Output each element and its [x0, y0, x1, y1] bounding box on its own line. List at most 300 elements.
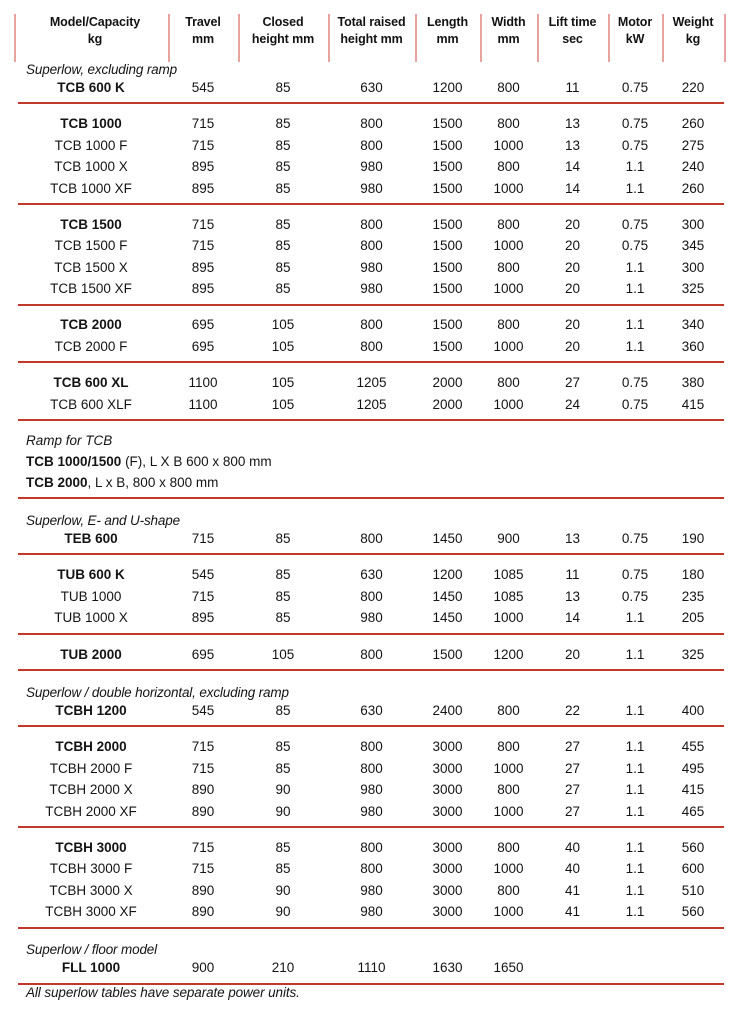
cell-travel: 900: [191, 960, 215, 976]
group-caption-cell: [14, 57, 724, 77]
cell-closed: 105: [271, 396, 295, 412]
cell-width: 1085: [493, 588, 524, 604]
cell-weight: 300: [681, 216, 705, 232]
spacer-cell: [14, 306, 724, 315]
cell-closed: 85: [275, 610, 291, 626]
cell-weight: 455: [681, 739, 705, 755]
cell-closed: 90: [275, 803, 291, 819]
cell-lift: 27: [564, 375, 581, 391]
cell-width: 1000: [493, 396, 524, 412]
column-header-weight-unit: kg: [685, 31, 701, 46]
column-header-length-unit: mm: [436, 31, 459, 46]
cell-lift: 41: [564, 882, 581, 898]
cell-lift: [537, 958, 608, 979]
spacer-row: [14, 727, 724, 736]
column-header-length-line1: Length: [426, 15, 469, 29]
ramp-note-line-1: TCB 1000/1500 (F), L X B 600 x 800 mm: [26, 454, 272, 470]
ramp-note-block: [14, 430, 724, 493]
cell-motor: 1.1: [625, 904, 645, 920]
cell-weight: 380: [681, 375, 705, 391]
cell-length: 1500: [432, 259, 463, 275]
cell-motor: 0.75: [621, 396, 649, 412]
spacer-cell: [14, 828, 724, 837]
table-row: [14, 178, 724, 199]
cell-width: 1000: [493, 861, 524, 877]
spacer-cell: [14, 929, 724, 938]
cell-weight: 180: [681, 567, 705, 583]
cell-motor: 1.1: [625, 739, 645, 755]
cell-lift: 11: [565, 79, 580, 95]
column-header-total-line1: Total raised: [337, 15, 406, 29]
cell-total: 800: [360, 238, 383, 254]
cell-lift: 22: [564, 702, 581, 718]
spacer-row: [14, 555, 724, 564]
cell-travel: 715: [191, 839, 215, 855]
table-row: [14, 958, 724, 979]
cell-total: 980: [360, 803, 383, 819]
cell-lift: 40: [564, 839, 581, 855]
cell-weight: 465: [681, 803, 705, 819]
cell-closed: 85: [275, 79, 291, 95]
cell-weight: 600: [681, 861, 705, 877]
cell-total: 980: [360, 281, 383, 297]
table-row: [14, 700, 724, 721]
cell-travel: 895: [191, 281, 215, 297]
cell-motor: 1.1: [625, 882, 645, 898]
cell-closed: 85: [275, 259, 291, 275]
cell-width: 900: [497, 531, 520, 547]
cell-closed: 85: [275, 760, 291, 776]
group-caption-text: Superlow, excluding ramp: [26, 61, 177, 77]
cell-travel: 895: [191, 610, 215, 626]
cell-length: 1500: [432, 116, 463, 132]
cell-total: 980: [360, 882, 383, 898]
cell-model: TCBH 3000 XF: [45, 904, 137, 920]
cell-model: TCB 1500 F: [54, 238, 128, 254]
cell-closed: 105: [271, 646, 295, 662]
cell-weight: 260: [681, 116, 705, 132]
cell-total: 980: [360, 782, 383, 798]
cell-motor: 1.1: [625, 803, 645, 819]
spacer-cell: [14, 205, 724, 214]
cell-length: 3000: [432, 839, 463, 855]
cell-weight: 240: [681, 159, 705, 175]
group-caption-row: [14, 680, 724, 700]
column-header-closed: [238, 12, 328, 57]
group-caption-row: [14, 57, 724, 77]
cell-width: 1200: [493, 646, 524, 662]
spacer-row: [14, 671, 724, 680]
ramp-note-row: [14, 430, 724, 493]
cell-width: 1000: [493, 180, 524, 196]
cell-length: 3000: [432, 904, 463, 920]
cell-closed: 85: [275, 238, 291, 254]
column-header-length: [415, 12, 480, 57]
column-header-travel-unit: mm: [191, 31, 215, 46]
column-header-travel-line1: Travel: [185, 15, 221, 29]
cell-lift: 13: [564, 137, 581, 153]
column-header-motor-line1: Motor: [617, 15, 653, 29]
spacer-row: [14, 499, 724, 508]
cell-motor: 0.75: [621, 79, 649, 95]
spacer-row: [14, 306, 724, 315]
cell-model: TCB 1000 XF: [50, 180, 132, 196]
cell-width: 1085: [493, 567, 524, 583]
cell-length: 1630: [432, 960, 463, 976]
cell-width: 800: [497, 702, 520, 718]
cell-length: 1450: [432, 531, 463, 547]
cell-lift: 20: [564, 259, 581, 275]
cell-weight: 560: [681, 839, 705, 855]
cell-closed: 85: [275, 567, 291, 583]
column-header-lift-line1: Lift time: [548, 15, 597, 29]
cell-travel: 890: [191, 782, 215, 798]
spacer-cell: [14, 555, 724, 564]
column-header-total: [328, 12, 415, 57]
specification-table: [14, 12, 724, 985]
cell-width: 800: [497, 839, 520, 855]
cell-travel: 715: [191, 760, 215, 776]
ramp-note-line-0: Ramp for TCB: [26, 433, 113, 449]
cell-travel: 695: [191, 338, 215, 354]
cell-model: TCB 600 XLF: [50, 396, 132, 412]
ramp-note-model-1: TCB 1000/1500: [26, 454, 122, 470]
cell-total: 980: [360, 180, 383, 196]
cell-closed: 85: [275, 839, 291, 855]
cell-motor: 1.1: [625, 610, 645, 626]
cell-weight: 205: [681, 610, 705, 626]
cell-width: 1000: [493, 338, 524, 354]
spacer-row: [14, 205, 724, 214]
cell-model: TUB 2000: [60, 646, 122, 662]
cell-weight: 260: [681, 180, 705, 196]
spacer-cell: [14, 421, 724, 430]
table-row: [14, 758, 724, 779]
cell-total: 980: [360, 159, 383, 175]
cell-lift: 20: [564, 238, 581, 254]
cell-total: 1110: [357, 960, 386, 976]
cell-width: 1000: [493, 760, 524, 776]
cell-travel: 695: [191, 646, 215, 662]
cell-width: 1000: [493, 137, 524, 153]
cell-motor: 0.75: [621, 375, 649, 391]
cell-travel: 895: [191, 159, 215, 175]
cell-width: 800: [497, 739, 520, 755]
ramp-note-model-2: TCB 2000: [26, 475, 88, 491]
cell-length: 1500: [432, 238, 463, 254]
table-row: [14, 77, 724, 98]
cell-travel: 890: [191, 803, 215, 819]
group-caption-text: Superlow, E- and U-shape: [26, 512, 180, 528]
cell-model: TCB 600 XL: [53, 375, 129, 391]
cell-model: TCB 1500 X: [54, 259, 128, 275]
table-row: [14, 607, 724, 628]
cell-weight: 345: [681, 238, 705, 254]
cell-width: 1000: [493, 238, 524, 254]
table-row: [14, 837, 724, 858]
column-header-motor: [608, 12, 662, 57]
cell-motor: 0.75: [621, 216, 649, 232]
cell-model: TCB 2000: [60, 317, 122, 333]
column-header-width: [480, 12, 537, 57]
cell-lift: 41: [564, 904, 581, 920]
cell-motor: 1.1: [625, 338, 645, 354]
cell-model: TUB 600 K: [57, 567, 125, 583]
cell-width: 800: [497, 159, 520, 175]
cell-width: 800: [497, 259, 520, 275]
cell-model: TCB 2000 F: [54, 338, 128, 354]
cell-total: 1205: [356, 375, 387, 391]
cell-lift: 13: [564, 116, 581, 132]
column-header-weight: [662, 12, 724, 57]
cell-width: 800: [497, 317, 520, 333]
table-header: [14, 12, 724, 57]
cell-length: 2000: [432, 396, 463, 412]
cell-weight: 495: [681, 760, 705, 776]
cell-lift: 14: [564, 159, 581, 175]
table-row: [14, 736, 724, 757]
group-caption-cell: [14, 680, 724, 700]
cell-closed: 85: [275, 116, 291, 132]
cell-total: 980: [360, 610, 383, 626]
cell-width: 1000: [493, 904, 524, 920]
table-body: [14, 57, 724, 985]
cell-closed: 85: [275, 702, 291, 718]
cell-total: 1205: [356, 396, 387, 412]
cell-travel: 695: [191, 317, 215, 333]
cell-travel: 715: [191, 137, 215, 153]
cell-weight: 415: [681, 396, 705, 412]
table-row: [14, 278, 724, 299]
cell-lift: 40: [564, 861, 581, 877]
cell-weight: 415: [681, 782, 705, 798]
table-row: [14, 315, 724, 336]
cell-closed: 85: [275, 531, 291, 547]
cell-closed: 90: [275, 782, 291, 798]
cell-total: 630: [360, 79, 383, 95]
spacer-row: [14, 363, 724, 372]
cell-travel: 715: [191, 116, 215, 132]
cell-motor: 1.1: [625, 259, 645, 275]
cell-travel: 715: [191, 588, 215, 604]
cell-width: 800: [497, 882, 520, 898]
cell-closed: 85: [275, 159, 291, 175]
cell-model: TCBH 3000: [55, 839, 127, 855]
cell-travel: 545: [191, 567, 215, 583]
cell-total: 630: [360, 702, 383, 718]
cell-length: 3000: [432, 782, 463, 798]
cell-total: 800: [360, 116, 383, 132]
cell-width: 800: [497, 782, 520, 798]
cell-lift: 11: [565, 567, 580, 583]
cell-weight: 325: [681, 281, 705, 297]
cell-total: 800: [360, 646, 383, 662]
cell-travel: 715: [191, 739, 215, 755]
column-header-lift: [537, 12, 608, 57]
cell-closed: 85: [275, 281, 291, 297]
cell-weight: 400: [681, 702, 705, 718]
table-row: [14, 586, 724, 607]
cell-length: 3000: [432, 861, 463, 877]
cell-closed: 85: [275, 216, 291, 232]
cell-lift: 27: [564, 803, 581, 819]
cell-length: 1200: [432, 79, 463, 95]
spacer-row: [14, 421, 724, 430]
table-row: [14, 336, 724, 357]
cell-lift: 20: [564, 338, 581, 354]
cell-motor: 0.75: [621, 531, 649, 547]
cell-weight: 510: [681, 882, 705, 898]
cell-model: TCB 1000 X: [54, 159, 128, 175]
cell-length: 2000: [432, 375, 463, 391]
cell-width: 1000: [493, 610, 524, 626]
ramp-note-line-2: TCB 2000, L x B, 800 x 800 mm: [26, 475, 219, 491]
cell-lift: 20: [564, 281, 581, 297]
cell-total: 800: [360, 338, 383, 354]
cell-model: TCB 1000 F: [54, 137, 128, 153]
cell-width: 800: [497, 116, 520, 132]
table-row: [14, 257, 724, 278]
cell-length: 1500: [432, 180, 463, 196]
column-header-weight-line1: Weight: [672, 15, 714, 29]
cell-closed: 105: [271, 375, 295, 391]
group-caption-cell: [14, 508, 724, 528]
cell-lift: 20: [564, 646, 581, 662]
cell-length: 1500: [432, 137, 463, 153]
cell-total: 800: [360, 760, 383, 776]
cell-weight: 220: [681, 79, 705, 95]
cell-length: 3000: [432, 803, 463, 819]
cell-weight: 190: [681, 531, 705, 547]
cell-length: 1200: [432, 567, 463, 583]
spacer-cell: [14, 635, 724, 644]
cell-closed: 105: [271, 317, 295, 333]
cell-model: TUB 1000: [60, 588, 122, 604]
cell-total: 800: [360, 531, 383, 547]
cell-length: 3000: [432, 882, 463, 898]
cell-length: 1500: [432, 317, 463, 333]
cell-total: 800: [360, 861, 383, 877]
spacer-row: [14, 104, 724, 113]
cell-lift: 20: [564, 317, 581, 333]
table-row: [14, 528, 724, 549]
group-caption-text: Superlow / floor model: [26, 942, 158, 958]
cell-weight: 300: [681, 259, 705, 275]
footer-note: All superlow tables have separate power units.: [26, 985, 300, 1000]
cell-travel: 1100: [188, 375, 218, 391]
spacer-cell: [14, 727, 724, 736]
cell-length: 1500: [432, 646, 463, 662]
column-header-travel: [168, 12, 238, 57]
cell-length: 1500: [432, 159, 463, 175]
cell-weight: [662, 958, 724, 979]
cell-width: 1000: [493, 281, 524, 297]
table-row: [14, 113, 724, 134]
cell-total: 800: [360, 137, 383, 153]
cell-weight: 325: [681, 646, 705, 662]
cell-closed: 85: [275, 137, 291, 153]
cell-model: TCBH 3000 X: [49, 882, 133, 898]
column-header-lift-unit: sec: [562, 31, 583, 46]
cell-motor: 0.75: [621, 137, 649, 153]
cell-model: TCBH 2000: [55, 739, 127, 755]
cell-motor: 1.1: [625, 760, 645, 776]
cell-total: 800: [360, 216, 383, 232]
group-caption-cell: [14, 938, 724, 958]
column-header-model-line1: Model/Capacity: [49, 15, 141, 29]
cell-travel: 545: [191, 702, 215, 718]
cell-model: TCBH 2000 X: [49, 782, 133, 798]
cell-lift: 27: [564, 782, 581, 798]
cell-total: 980: [360, 904, 383, 920]
spacer-row: [14, 929, 724, 938]
cell-motor: 1.1: [625, 180, 645, 196]
table-row: [14, 564, 724, 585]
cell-closed: 105: [271, 338, 295, 354]
table-row: [14, 135, 724, 156]
cell-travel: 715: [191, 861, 215, 877]
table-row: [14, 858, 724, 879]
cell-total: 630: [360, 567, 383, 583]
cell-motor: 1.1: [625, 861, 645, 877]
cell-model: TCB 1000: [60, 116, 122, 132]
cell-width: 1650: [493, 960, 524, 976]
cell-motor: 1.1: [625, 702, 645, 718]
table-row: [14, 801, 724, 822]
spacer-cell: [14, 671, 724, 680]
cell-model: TCBH 3000 F: [49, 861, 133, 877]
cell-motor: 1.1: [625, 281, 645, 297]
cell-weight: 275: [681, 137, 705, 153]
table-row: [14, 156, 724, 177]
table-row: [14, 235, 724, 256]
group-caption-row: [14, 508, 724, 528]
cell-lift: 20: [564, 216, 581, 232]
table-row: [14, 644, 724, 665]
column-header-total-unit: height mm: [340, 31, 403, 46]
table-header-row: [14, 12, 724, 57]
column-header-closed-line1: Closed: [262, 15, 304, 29]
cell-model: TCB 600 K: [57, 79, 125, 95]
spacer-cell: [14, 499, 724, 508]
cell-length: 1450: [432, 610, 463, 626]
cell-travel: 895: [191, 259, 215, 275]
cell-length: 1450: [432, 588, 463, 604]
cell-total: 800: [360, 739, 383, 755]
cell-total: 800: [360, 588, 383, 604]
table-row: [14, 901, 724, 922]
group-caption-text: Superlow / double horizontal, excluding ramp: [26, 684, 289, 700]
cell-length: 1500: [432, 338, 463, 354]
cell-motor: 1.1: [625, 839, 645, 855]
cell-length: 1500: [432, 281, 463, 297]
cell-travel: 890: [191, 904, 215, 920]
cell-travel: 890: [191, 882, 215, 898]
cell-weight: 360: [681, 338, 705, 354]
cell-lift: 14: [564, 180, 581, 196]
group-caption-row: [14, 938, 724, 958]
ramp-note-cell: [14, 430, 724, 493]
cell-motor: 0.75: [621, 238, 649, 254]
cell-closed: 85: [275, 180, 291, 196]
cell-motor: 1.1: [625, 159, 645, 175]
cell-length: 1500: [432, 216, 463, 232]
spacer-row: [14, 828, 724, 837]
column-header-model: [14, 12, 168, 57]
cell-length: 3000: [432, 760, 463, 776]
cell-travel: 545: [191, 79, 215, 95]
cell-model: TCBH 2000 XF: [45, 803, 137, 819]
